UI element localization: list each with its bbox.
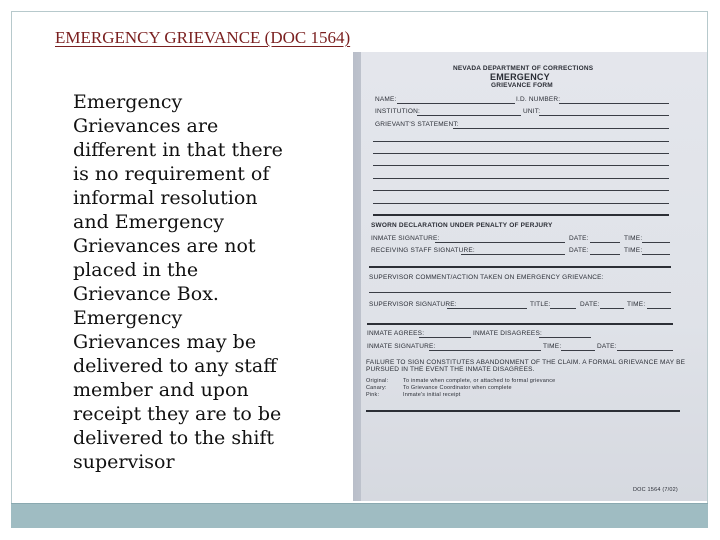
slide-title: EMERGENCY GRIEVANCE (DOC 1564) [55, 28, 351, 47]
dist-text-2: Inmate's initial receipt [403, 392, 461, 398]
receiving-time-line [642, 254, 670, 255]
id-label: I.D. NUMBER: [516, 96, 561, 103]
statement-line-1 [373, 141, 669, 142]
name-label: NAME: [375, 96, 397, 103]
body-text: Emergency Grievances are different in that there is no requirement of informal resolution and Emergency Grievances are not placed in the Grievance Box. Emergency Grievances may be delivered to any staff member and upon receipt they are to be delivered to the shift supervisor [73, 91, 283, 473]
failure-note-line2: PURSUED IN THE EVENT THE INMATE DISAGREES. [366, 366, 535, 373]
inmate-sig2-line [429, 350, 541, 351]
inmate-date-line [590, 242, 620, 243]
receiving-date-label: DATE: [569, 247, 589, 254]
inmate-time-line [642, 242, 670, 243]
supervisor-comment-label: SUPERVISOR COMMENT/ACTION TAKEN ON EMERGENCY GRIEVANCE: [369, 274, 604, 281]
receiving-sig-line [461, 254, 565, 255]
receiving-date-line [590, 254, 620, 255]
name-line [397, 103, 515, 104]
statement-line-2 [373, 153, 669, 154]
supervisor-title-label: TITLE: [530, 301, 551, 308]
dist-label-2: Pink: [366, 392, 380, 398]
dist-text-0: To inmate when complete, or attached to formal grievance [403, 378, 556, 384]
inmate-sig2-label: INMATE SIGNATURE: [367, 343, 436, 350]
inmate-sig2-date-label: DATE: [597, 343, 617, 350]
institution-label: INSTITUTION: [375, 108, 421, 115]
section-divider-2 [367, 323, 673, 325]
unit-line [539, 115, 669, 116]
form-photo [353, 52, 707, 501]
supervisor-time-label: TIME: [627, 301, 646, 308]
footer-bar [11, 503, 708, 528]
institution-line [417, 115, 521, 116]
supervisor-time-line [647, 308, 671, 309]
statement-line-0 [453, 128, 669, 129]
statement-line-6 [373, 203, 669, 204]
supervisor-date-label: DATE: [580, 301, 600, 308]
statement-line-7 [373, 214, 669, 216]
supervisor-title-line [550, 308, 576, 309]
dist-label-0: Original: [366, 378, 389, 384]
inmate-agrees-line [419, 337, 471, 338]
section-divider-3 [366, 410, 680, 412]
form-heading: EMERGENCY [490, 72, 550, 82]
form-subheading: GRIEVANCE FORM [491, 82, 553, 89]
inmate-sig2-time-label: TIME: [543, 343, 562, 350]
doc-number: DOC 1564 (7/02) [633, 487, 678, 493]
section-divider-1 [369, 266, 671, 268]
inmate-date-label: DATE: [569, 235, 589, 242]
form-agency: NEVADA DEPARTMENT OF CORRECTIONS [453, 65, 594, 72]
dist-label-1: Canary: [366, 385, 387, 391]
unit-label: UNIT: [523, 108, 541, 115]
inmate-disagrees-label: INMATE DISAGREES: [473, 330, 543, 337]
statement-line-3 [373, 165, 669, 166]
failure-note-line1: FAILURE TO SIGN CONSTITUTES ABANDONMENT OF THE CLAIM. A FORMAL GRIEVANCE MAY BE [366, 359, 686, 366]
receiving-sig-label: RECEIVING STAFF SIGNATURE: [371, 247, 475, 254]
inmate-sig2-date-line [617, 350, 673, 351]
inmate-sig2-time-line [561, 350, 595, 351]
sworn-declaration: SWORN DECLARATION UNDER PENALTY OF PERJURY [371, 222, 553, 229]
supervisor-sig-label: SUPERVISOR SIGNATURE: [369, 301, 457, 308]
statement-line-4 [373, 178, 669, 179]
comment-line-1 [369, 292, 671, 293]
receiving-time-label: TIME: [624, 247, 643, 254]
inmate-time-label: TIME: [624, 235, 643, 242]
dist-text-1: To Grievance Coordinator when complete [403, 385, 512, 391]
inmate-sig-label: INMATE SIGNATURE: [371, 235, 440, 242]
supervisor-date-line [600, 308, 624, 309]
inmate-agrees-label: INMATE AGREES: [367, 330, 425, 337]
inmate-disagrees-line [539, 337, 591, 338]
statement-line-5 [373, 190, 669, 191]
supervisor-sig-line [447, 308, 527, 309]
statement-label: GRIEVANT'S STATEMENT: [375, 121, 459, 128]
id-line [559, 103, 669, 104]
inmate-sig-line [435, 242, 565, 243]
